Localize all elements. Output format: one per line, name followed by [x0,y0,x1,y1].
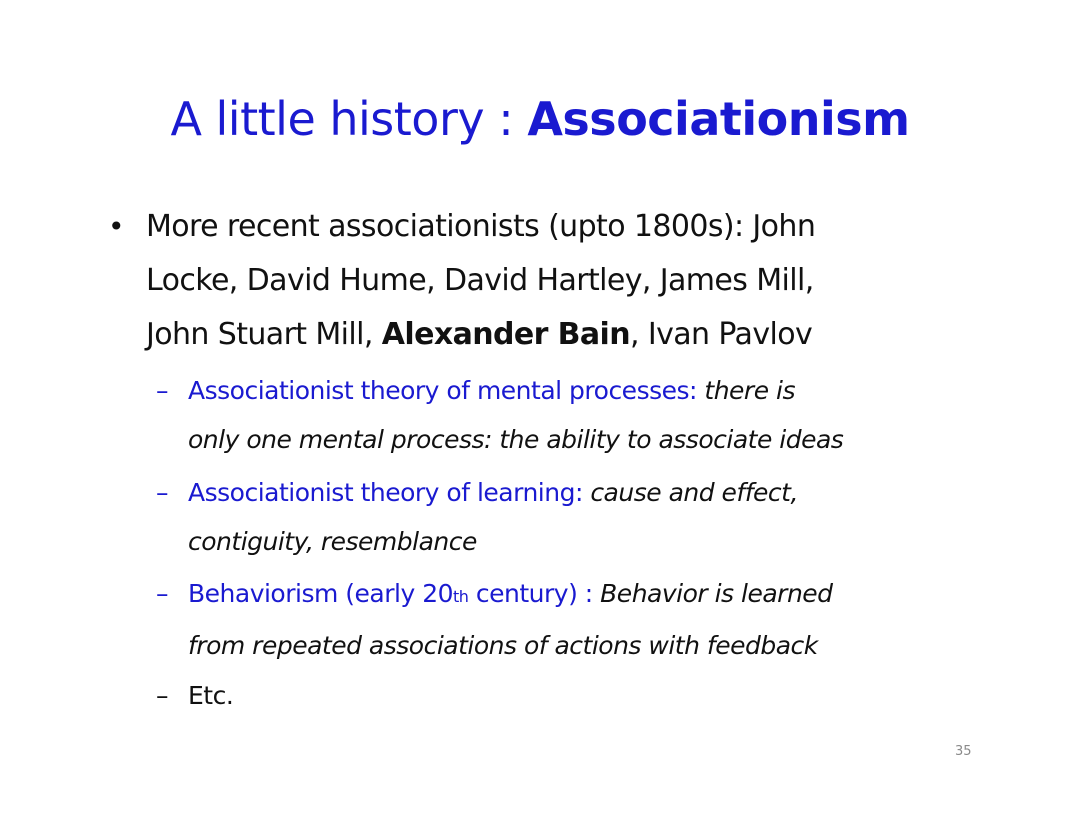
sub-item-label-a: Behaviorism (early 20 [188,579,454,608]
main-bullet [108,200,946,362]
sub-item-marker: – [156,579,168,608]
sub-item-italic-1: there is [704,376,795,405]
sub-item-line-1 [188,569,988,621]
slide-title [0,88,1080,150]
sub-item-marker: – [156,681,168,710]
bullet-line-3-end: , Ivan Pavlov [629,317,813,352]
sub-item-behaviorism [156,569,988,670]
sub-item-line-2: from repeated associations of actions with feedback [188,631,818,660]
sub-item-marker: – [156,478,168,507]
sub-item-text: Etc. [188,681,234,710]
sub-item-label-b: century) : [468,579,601,608]
sub-item-line-1 [188,468,988,517]
sub-item-label: Associationist theory of mental processes: [188,376,705,405]
sub-item-line-2: contiguity, resemblance [188,527,477,556]
sub-item-marker: – [156,376,168,405]
bullet-marker: • [108,210,124,243]
bullet-line-3 [146,308,946,362]
sub-item-learning [156,468,988,566]
sub-item-line-2: only one mental process: the ability to associate ideas [188,425,844,454]
bullet-line-3-plain: John Stuart Mill, [146,317,382,352]
bullet-line-1: More recent associationists (upto 1800s): John [146,209,816,244]
sub-item-label-superscript: th [453,587,469,606]
sub-item-italic-1: cause and effect, [590,478,798,507]
sub-item-italic-1: Behavior is learned [600,579,833,608]
sub-item-etc [156,671,988,720]
title-plain: A little history : [170,92,528,146]
bullet-line-2: Locke, David Hume, David Hartley, James Mill, [146,263,814,298]
title-bold: Associationism [527,92,910,146]
bullet-line-3-bold: Alexander Bain [381,317,630,352]
sub-item-line-1 [188,366,988,415]
sub-item-mental-processes [156,366,988,464]
page-number: 35 [955,744,972,759]
sub-item-label: Associationist theory of learning: [188,478,591,507]
